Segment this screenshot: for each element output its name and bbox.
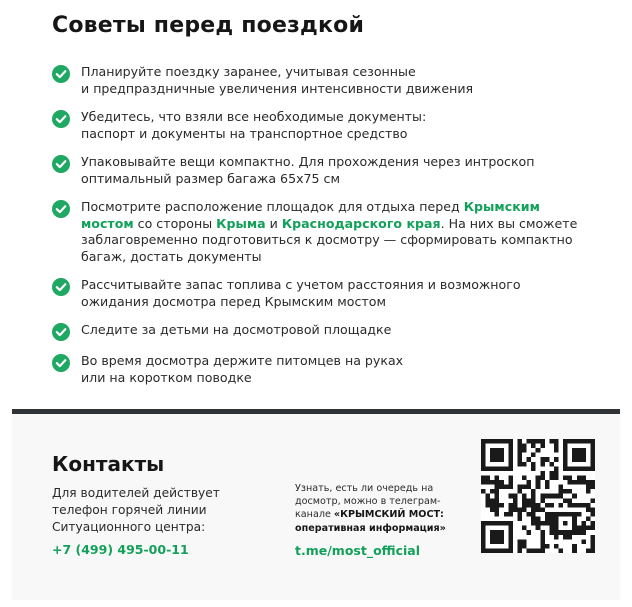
tips-list [52, 64, 612, 398]
telegram-description: Узнать, есть ли очередь на досмотр, можно в телеграм- канале «КРЫМСКИЙ МОСТ: оперативная информация» [295, 483, 446, 534]
hotline-phone-link[interactable]: +7 (499) 495-00-11 [52, 542, 189, 557]
check-circle-icon [52, 354, 70, 372]
check-circle-icon [52, 200, 70, 218]
qr-code-icon[interactable] [481, 439, 595, 553]
tip-text: Планируйте поездку заранее, учитывая сезонные и предпраздничные увеличения интенсивности движения [81, 64, 474, 96]
contacts-title: Контакты [52, 452, 165, 476]
check-circle-icon [52, 155, 70, 173]
highlight-crimean-bridge: Крымским мостом [81, 199, 540, 231]
highlight-krasnodar: Краснодарского края [281, 215, 441, 231]
highlight-crimea: Крыма [216, 215, 266, 231]
check-circle-icon [52, 65, 70, 83]
tip-item [52, 353, 612, 386]
tip-text: Рассчитывайте запас топлива с учетом расстояния и возможного ожидания досмотра перед Крымским мостом [81, 277, 521, 309]
hotline-description: Для водителей действует телефон горячей линии Ситуационного центра: [52, 486, 220, 534]
tip-text: Во время досмотра держите питомцев на руках или на коротком поводке [81, 353, 404, 385]
tip-item [52, 322, 612, 341]
page-title: Советы перед поездкой [52, 13, 365, 38]
tip-item [52, 64, 612, 97]
check-circle-icon [52, 323, 70, 341]
tip-text: Убедитесь, что взяли все необходимые документы: паспорт и документы на транспортное средство [81, 109, 427, 141]
telegram-link[interactable]: t.me/most_official [295, 543, 421, 558]
tip-item [52, 277, 612, 310]
check-circle-icon [52, 110, 70, 128]
tip-text: Следите за детьми на досмотровой площадке [81, 322, 392, 337]
tip-item [52, 109, 612, 142]
tip-item [52, 154, 612, 187]
tip-item [52, 199, 612, 265]
check-circle-icon [52, 278, 70, 296]
tip-text: Упаковывайте вещи компактно. Для прохождения через интроскоп оптимальный размер багажа 65х75 см [81, 154, 535, 186]
tip-text: Посмотрите расположение площадок для отдыха перед Крымским мостом со стороны Крыма и Краснодарского края. На них вы сможете заблаговременно подготовиться к досмотру — сформировать компактно багаж, достать документы [81, 199, 578, 264]
